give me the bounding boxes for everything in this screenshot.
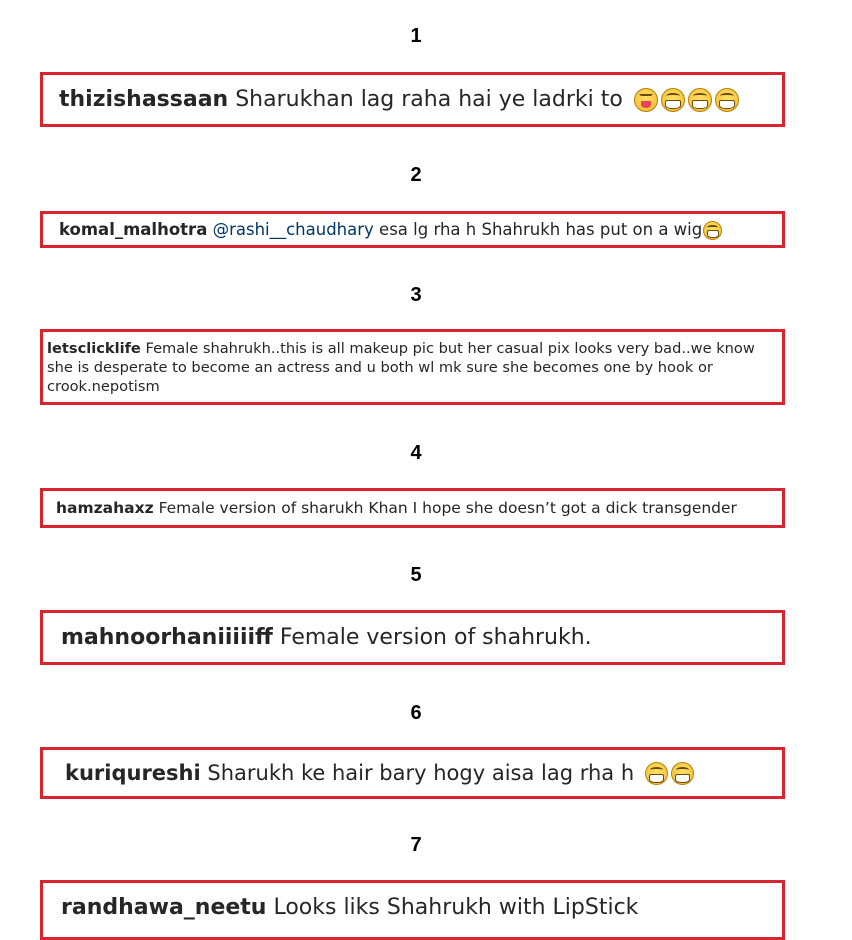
comment-username-5[interactable]: mahnoorhaniiiiiff [61,625,273,650]
comment-text-5 [61,625,592,650]
comment-box-1 [40,72,785,127]
laugh-emoji-icon [661,88,685,112]
laugh-emoji-icon [671,762,694,785]
comment-body-4: Female version of sharukh Khan I hope she doesn’t got a dick transgender [153,499,737,517]
comment-number-1: 1 [410,25,422,47]
comment-username-3[interactable]: letsclicklife [47,339,141,357]
laugh-emoji-icon [645,762,668,785]
laugh-emoji-icon [688,88,712,112]
comment-body-7: Looks liks Shahrukh with LipStick [266,895,639,920]
comment-box-4 [40,488,785,528]
comment-username-2[interactable]: komal_malhotra [59,219,208,239]
comment-body-5: Female version of shahrukh. [272,625,592,650]
comment-number-7: 7 [410,834,422,856]
comment-body-3: Female shahrukh..this is all makeup pic but her casual pix looks very bad..we know she is desperate to become an actress and u both wl mk sure she becomes one by hook or crook.nepotism [47,339,755,395]
comment-username-7[interactable]: randhawa_neetu [61,895,267,920]
emoji-group-6 [645,762,694,785]
tongue-emoji-icon [634,88,658,112]
comment-box-2 [40,211,785,248]
comment-text-3 [43,339,782,396]
comment-mention-2[interactable]: @rashi__chaudhary [212,219,374,239]
comment-box-3 [40,329,785,405]
comment-box-6 [40,747,785,799]
comment-body-6: Sharukh ke hair bary hogy aisa lag rha h [200,760,635,785]
comment-box-5 [40,610,785,665]
comment-username-1[interactable]: thizishassaan [59,87,229,112]
comment-number-2: 2 [410,164,422,186]
comment-number-5: 5 [410,564,422,586]
laugh-emoji-icon [715,88,739,112]
comment-username-4[interactable]: hamzahaxz [56,499,154,517]
comment-number-6: 6 [410,702,422,724]
comment-text-4 [56,499,737,517]
comment-text-6 [65,761,694,786]
emoji-group-1 [634,88,739,112]
comment-text-2 [59,220,722,240]
comment-username-6[interactable]: kuriqureshi [65,760,201,785]
comment-number-4: 4 [410,442,422,464]
comment-text-1 [59,87,739,112]
comment-text-7 [61,895,638,920]
laugh-emoji-icon [703,221,722,240]
comment-number-3: 3 [410,284,422,306]
comment-body-1: Sharukhan lag raha hai ye ladrki to [228,87,623,112]
comment-body-2: esa lg rha h Shahrukh has put on a wig [373,219,703,239]
comment-box-7 [40,880,785,940]
